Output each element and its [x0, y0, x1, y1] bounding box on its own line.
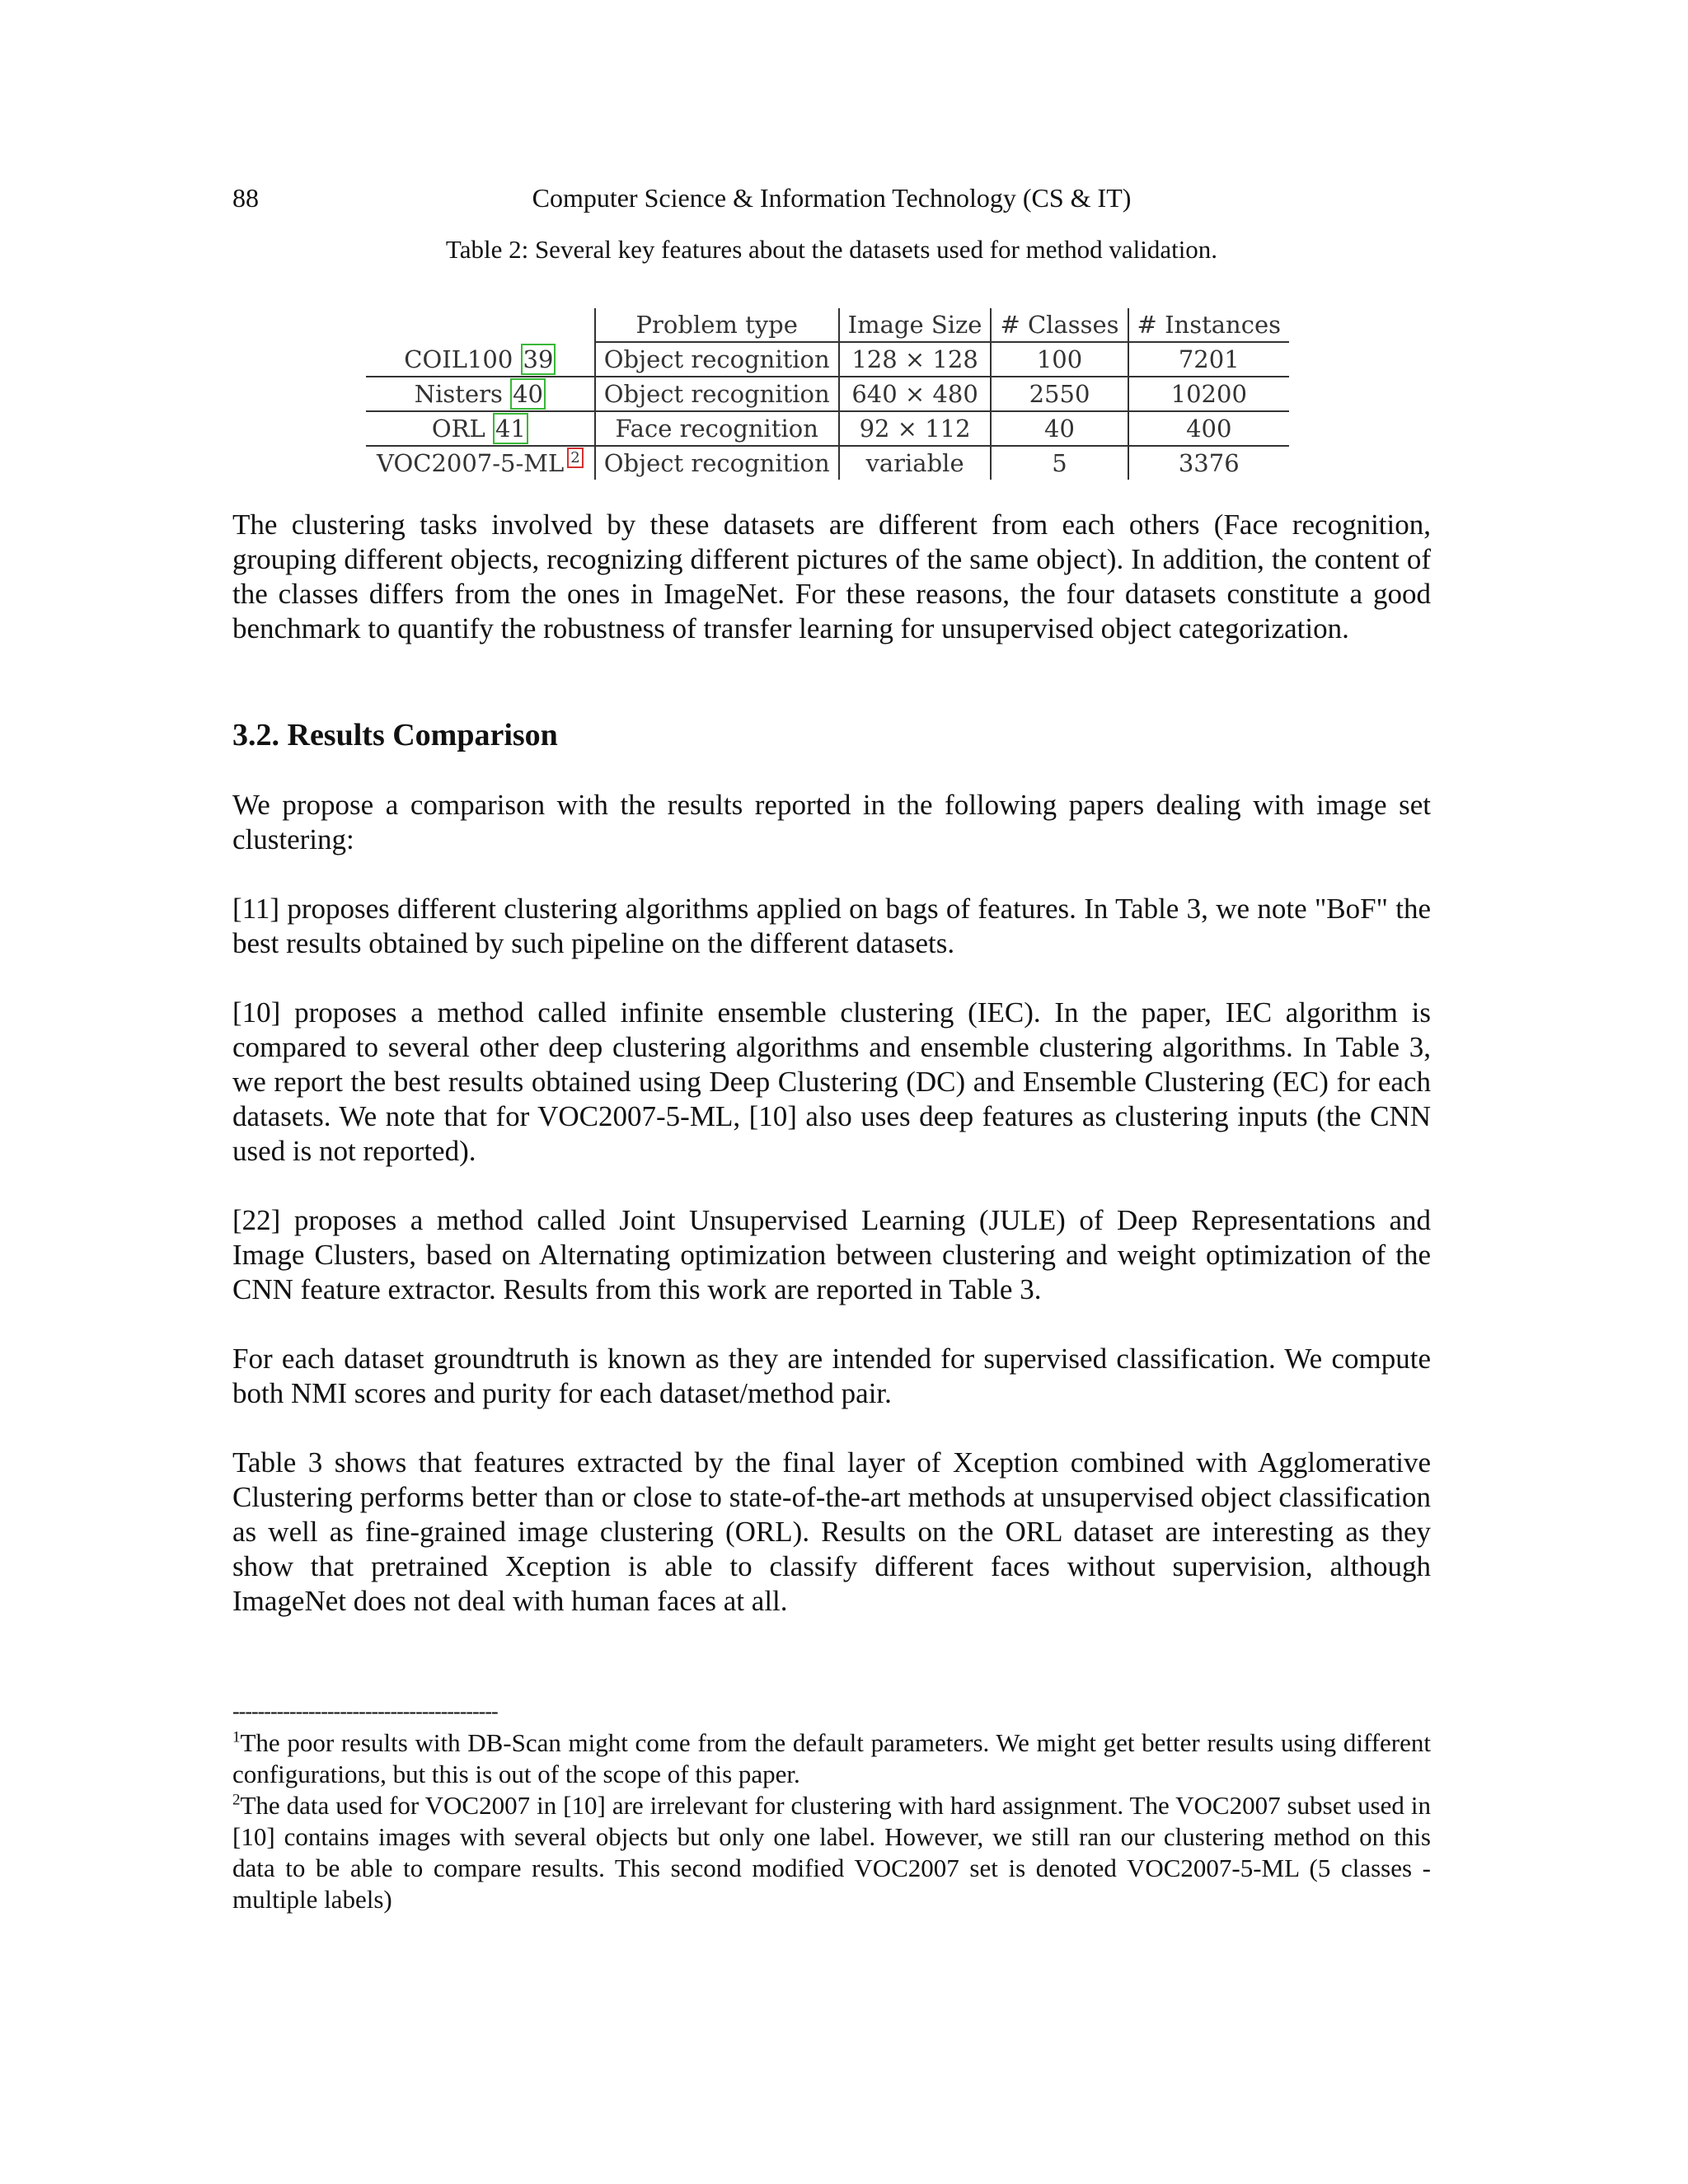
dataset-name-cell [366, 411, 595, 446]
classes-cell: 40 [991, 411, 1128, 446]
column-header-image-size: Image Size [839, 308, 992, 342]
paragraph-results: Table 3 shows that features extracted by the final layer of Xception combined with Agglomerative Clustering performs better than or close to state-of-the-art methods at unsupervised object classification as well as fine-grained image clustering (ORL). Results on the ORL dataset are interesting as they show that pretrained Xception is able to classify different faces without supervision, although ImageNet does not deal with human faces at all. [232, 1446, 1431, 1617]
footnote-mark: 2 [232, 1791, 241, 1809]
paragraph-iec: [10] proposes a method called infinite ensemble clustering (IEC). In the paper, IEC algorithm is compared to several other deep clustering algorithms and ensemble clustering algorithms. In Table 3, we report the best results obtained using Deep Clustering (DC) and Ensemble Clustering (EC) for each datasets. We note that for VOC2007-5-ML, [10] also uses deep features as clustering inputs (the CNN used is not reported). [232, 996, 1431, 1167]
table-row [366, 446, 1289, 480]
column-header-instances: # Instances [1128, 308, 1289, 342]
citation-link[interactable]: 41 [493, 413, 528, 444]
image-size-cell: 640 × 480 [839, 377, 992, 411]
dataset-name: VOC2007-5-ML [377, 449, 565, 477]
section-heading: 3.2. Results Comparison [232, 718, 558, 752]
table-row [366, 342, 1289, 377]
paragraph-bof: [11] proposes different clustering algorithms applied on bags of features. In Table 3, we note "BoF" the best results obtained by such pipeline on the different datasets. [232, 893, 1431, 959]
classes-cell: 5 [991, 446, 1128, 480]
paragraph-groundtruth: For each dataset groundtruth is known as they are intended for supervised classification. We compute both NMI scores and purity for each dataset/method pair. [232, 1343, 1431, 1409]
paragraph-datasets-benchmark: The clustering tasks involved by these datasets are different from each others (Face recognition, grouping different objects, recognizing different pictures of the same object). In addition, the content of the classes differs from the ones in ImageNet. For these reasons, the four datasets constitute a good benchmark to quantify the robustness of transfer learning for unsupervised object categorization. [232, 509, 1431, 644]
image-size-cell: variable [839, 446, 992, 480]
datasets-table [366, 308, 1289, 480]
instances-cell: 3376 [1128, 446, 1289, 480]
problem-type-cell: Object recognition [595, 377, 839, 411]
footnote-text: The data used for VOC2007 in [10] are irrelevant for clustering with hard assignment. The VOC2007 subset used in [10] contains images with several objects but only one label. However, we still ran our clustering method on this data to be able to compare results. This second modified VOC2007 set is denoted VOC2007-5-ML (5 classes - multiple labels) [232, 1791, 1431, 1914]
instances-cell: 7201 [1128, 342, 1289, 377]
footnote-link[interactable]: 2 [567, 448, 583, 468]
dataset-name-cell [366, 446, 595, 480]
dataset-name: ORL [431, 415, 485, 443]
paragraph-comparison-intro: We propose a comparison with the results reported in the following papers dealing with image set clustering: [232, 789, 1431, 855]
problem-type-cell: Face recognition [595, 411, 839, 446]
journal-title: Computer Science & Information Technology (CS & IT) [532, 183, 1132, 213]
table-row [366, 377, 1289, 411]
dataset-name-cell [366, 377, 595, 411]
table-corner-cell [366, 308, 595, 342]
footnote-text: The poor results with DB-Scan might come from the default parameters. We might get better results using different configurations, but this is out of the scope of this paper. [232, 1728, 1431, 1788]
column-header-classes: # Classes [991, 308, 1128, 342]
image-size-cell: 92 × 112 [839, 411, 992, 446]
footnote-1 [232, 1727, 1431, 1790]
footnote-separator: ------------------------------------------ [232, 1699, 498, 1723]
column-header-problem-type: Problem type [595, 308, 839, 342]
problem-type-cell: Object recognition [595, 342, 839, 377]
dataset-name-cell [366, 342, 595, 377]
page-number: 88 [232, 183, 259, 213]
footnote-2 [232, 1790, 1431, 1915]
dataset-name: COIL100 [404, 344, 513, 373]
footnote-mark: 1 [232, 1728, 241, 1746]
problem-type-cell: Object recognition [595, 446, 839, 480]
dataset-name: Nisters [414, 380, 503, 408]
instances-cell: 10200 [1128, 377, 1289, 411]
running-header [232, 183, 1431, 219]
image-size-cell: 128 × 128 [839, 342, 992, 377]
table-header-row [366, 308, 1289, 342]
classes-cell: 2550 [991, 377, 1128, 411]
citation-link[interactable]: 40 [510, 378, 546, 410]
citation-link[interactable]: 39 [521, 344, 556, 375]
classes-cell: 100 [991, 342, 1128, 377]
paragraph-jule: [22] proposes a method called Joint Unsupervised Learning (JULE) of Deep Representations and Image Clusters, based on Alternating optimization between clustering and weight optimization of the CNN feature extractor. Results from this work are reported in Table 3. [232, 1204, 1431, 1305]
table-row [366, 411, 1289, 446]
instances-cell: 400 [1128, 411, 1289, 446]
table-caption: Table 2: Several key features about the datasets used for method validation. [445, 235, 1218, 264]
